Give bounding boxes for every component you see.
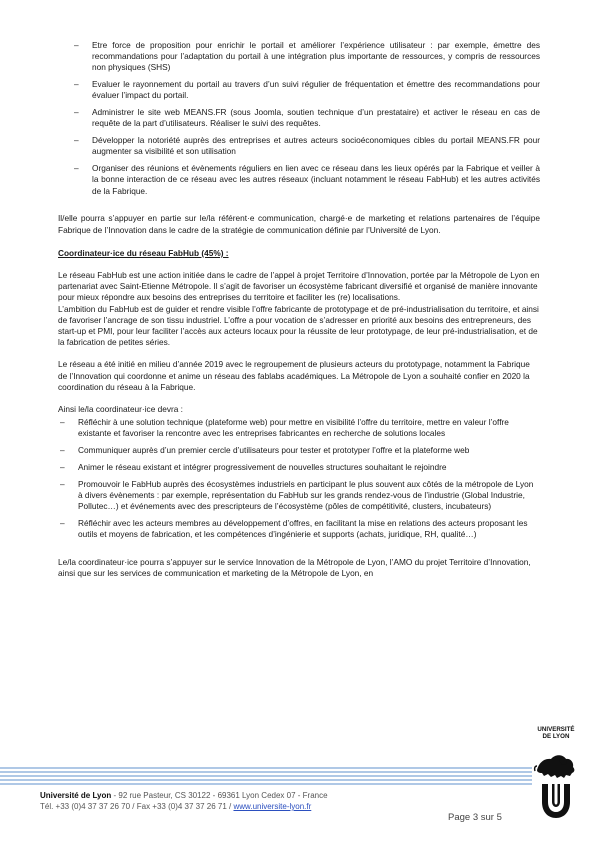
list-item-text: Administrer le site web MEANS.FR (sous Joomla, soutien technique d’un prestataire) et activer le réseau en cas de requête de la part d’utilisateurs. Réaliser le suivi des requêtes. [92,107,540,129]
list-item-text: Réfléchir avec les acteurs membres au développement d’offres, en facilitant la mise en relations des acteurs proposant les outils et moyens de fabrication, et les compétences d’ingénierie et supports (achats, juridique, RH, qualité…) [78,518,528,540]
list-item-text: Etre force de proposition pour enrichir le portail et améliorer l’expérience utilisateur : par exemple, émettre des recommandations pour l’adaptation du portail à une intégration plus importante de ressources, y compris de ressources non physiques (SHS) [92,40,540,73]
list-item [58,107,540,129]
list-item [44,445,540,456]
list-item [58,135,540,157]
page-number: Page 3 sur 5 [448,812,502,823]
dash-bullet: – [74,163,79,174]
list-item-text: Communiquer auprès d’un premier cercle d’utilisateurs pour tester et prototyper l’offre et la plateforme web [78,445,470,456]
list-item [58,163,540,197]
list-item-text: Evaluer le rayonnement du portail au travers d’un suivi régulier de fréquentation et émettre des recommandations pour évaluer l’impact du portail. [92,79,540,101]
list-item [44,462,540,473]
page-body [58,40,540,579]
list-item-text: Promouvoir le FabHub auprès des écosystèmes industriels en participant le plus souvent aux côtés de la métropole de Lyon à divers évènements : par exemple, représentation du FabHub sur les grands rendez-vous de l’industrie (Global Industrie, Pollutec…) et événements avec des prescripteurs de l’écosystème (pôles de compétitivité, clusters, incubateurs) [78,478,534,512]
dash-bullet: – [74,79,79,90]
list-item [58,40,540,74]
dash-bullet: – [74,40,79,50]
list-item [58,79,540,101]
dash-bullet: – [60,518,65,529]
footer-contact-line [40,801,520,812]
footer-phone-fax: Tél. +33 (0)4 37 37 26 70 / Fax +33 (0)4 37 37 26 71 / [40,802,234,811]
dash-bullet: – [74,107,79,118]
footer-org-name: Université de Lyon [40,791,112,800]
university-logo [533,726,579,826]
lion-emblem-icon [533,740,579,826]
footer-website-link[interactable]: www.universite-lyon.fr [233,802,312,811]
list-item-text: Développer la notoriété auprès des entreprises et autres acteurs socioéconomiques cibles du portail MEANS.FR pour augmenter sa visibilité et son utilisation [92,135,540,157]
coord-intro: Ainsi le/la coordinateur·ice devra : [58,404,183,415]
fabhub-paragraph-2: L’ambition du FabHub est de guider et rendre visible l’offre fabricante de prototypage et de pré-industrialisation du territoire, et ainsi de favoriser l’ancrage de son tissu industriel. L’offre a pour vocation de s’adresser en priorité aux besoins des entrepreneurs, des start-up et PMI, pour leur faciliter l’accès aux acteurs locaux pour la réussite de leur prototypage, de leur pré-industrialisation, et de la fabrication de petites séries. [58,303,539,348]
logo-wordmark [533,726,579,740]
dash-bullet: – [60,462,65,473]
final-paragraph: Le/la coordinateur·ice pourra s’appuyer sur le service Innovation de la Métropole de Lyon, l’AMO du projet Territoire d’Innovation, ainsi que sur les services de communication et marketing de la Métropole de Lyon, en [58,557,531,579]
dash-bullet: – [60,445,65,456]
list-item-text: Organiser des réunions et évènements réguliers en lien avec ce réseau dans les lieux opérés par la Fabrique et veiller à la bonne interaction de ce réseau avec les autres réseaux (incluant notamment le réseau FabHub) et les autres activités de la Fabrique. [92,163,540,196]
fabhub-paragraph-3: Le réseau a été initié en milieu d’année 2019 avec le regroupement de plusieurs acteurs du prototypage, notamment la Fabrique de l’Innovation qui coordonne et anime un réseau des fablabs académiques. La Métropole de Lyon a souhaité confier en 2020 la coordination du réseau à la Fabrique. [58,359,530,392]
fabhub-paragraph-1: Le réseau FabHub est une action initiée dans le cadre de l’appel à projet Territoire d’Innovation, portée par la Métropole de Lyon en partenariat avec Saint-Etienne Métropole. Il s’agit de favoriser un écosystème fabricant diversifié et organisé de manière innovante pour mieux répondre aux besoins des entreprises du territoire et faciliter les (re) localisations. [58,270,540,303]
dash-bullet: – [60,478,65,489]
list-item-text: Animer le réseau existant et intégrer progressivement de nouvelles structures souhaitant le rejoindre [78,462,447,473]
list-item [44,479,540,513]
page-footer [40,790,520,812]
footer-address-line [40,790,520,801]
footer-rule-lines [0,766,532,786]
list-item-text: Réfléchir à une solution technique (plateforme web) pour mettre en visibilité l’offre du territoire, mettre en valeur l’offre existante et favoriser la rencontre avec les entreprises fabricantes en recherche de solutions locales [78,417,509,439]
dash-bullet: – [74,135,79,146]
list-item [44,518,540,540]
coord-bullet-list [44,417,540,540]
support-paragraph: Il/elle pourra s’appuyer en partie sur le/la référent·e communication, chargé·e de marketing et relations partenaires de l’équipe Fabrique de l’Innovation dans le cadre de la stratégie de communication définie par l’Université de Lyon. [58,213,540,235]
section-heading-fabhub: Coordinateur·ice du réseau FabHub (45%) : [58,247,229,258]
logo-line-2: DE LYON [542,733,570,740]
footer-address: - 92 rue Pasteur, CS 30122 - 69361 Lyon Cedex 07 - France [111,791,328,800]
dash-bullet: – [60,417,65,428]
top-bullet-list [58,40,540,197]
logo-line-1: UNIVERSITÉ [537,726,575,733]
list-item [44,417,540,439]
